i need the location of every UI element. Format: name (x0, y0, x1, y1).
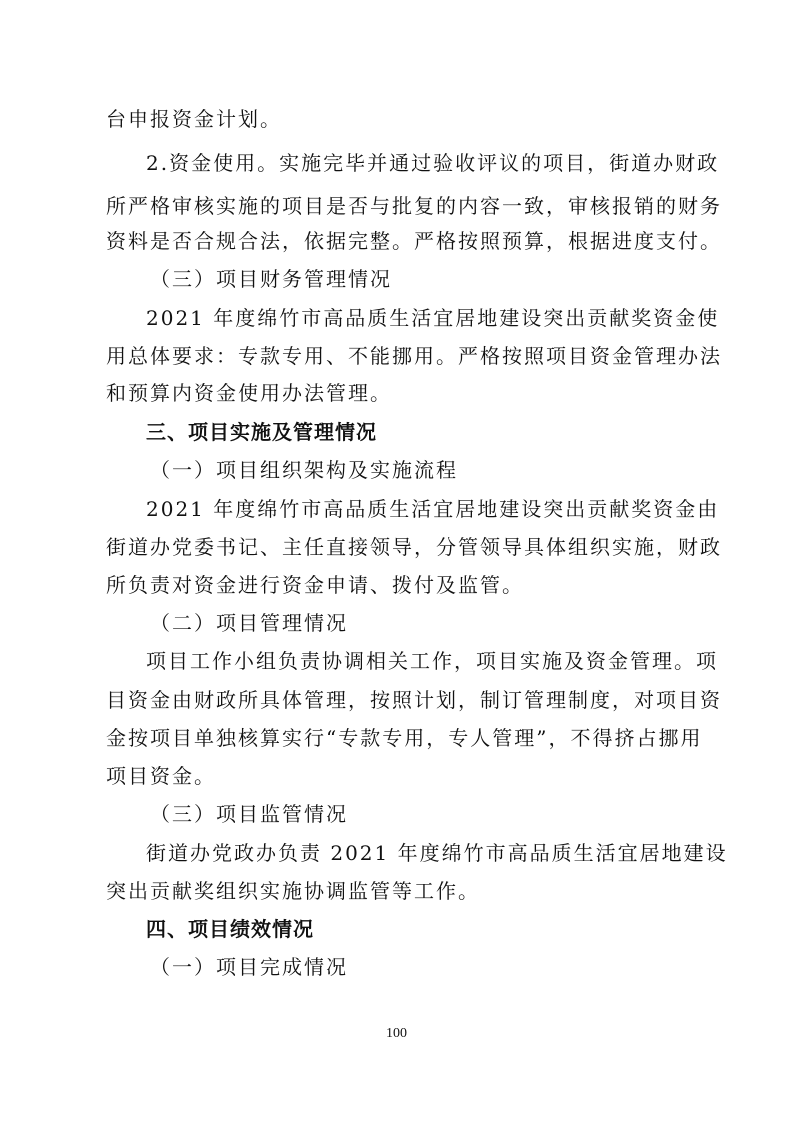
page-number: 100 (386, 1026, 407, 1041)
paragraph-line: 项目资金。 (106, 764, 216, 788)
paragraph-line: 街道办党政办负责 2021 年度绵竹市高品质生活宜居地建设 (146, 841, 728, 865)
paragraph-line: 和预算内资金使用办法管理。 (106, 381, 392, 405)
subsection-heading: （一）项目完成情况 (150, 955, 348, 979)
paragraph-line: 街道办党委书记、主任直接领导，分管领导具体组织实施，财政 (106, 535, 722, 559)
subsection-heading: （三）项目监管情况 (150, 802, 348, 826)
subsection-heading: （二）项目管理情况 (150, 611, 348, 635)
paragraph-line: 2021 年度绵竹市高品质生活宜居地建设突出贡献奖资金由 (146, 497, 720, 521)
paragraph-line: 所负责对资金进行资金申请、拨付及监管。 (106, 573, 524, 597)
paragraph-line: 金按项目单独核算实行“专款专用，专人管理”，不得挤占挪用 (106, 726, 703, 750)
paragraph-line: 所严格审核实施的项目是否与批复的内容一致，审核报销的财务 (106, 194, 722, 218)
paragraph-line: 2021 年度绵竹市高品质生活宜居地建设突出贡献奖资金使 (146, 306, 720, 330)
subsection-heading: （一）项目组织架构及实施流程 (150, 458, 458, 482)
subsection-heading: （三）项目财务管理情况 (150, 267, 392, 291)
section-heading: 三、项目实施及管理情况 (146, 420, 377, 444)
section-heading: 四、项目绩效情况 (146, 917, 314, 941)
paragraph-line: 突出贡献奖组织实施协调监管等工作。 (106, 879, 480, 903)
paragraph-line: 台申报资金计划。 (106, 107, 282, 131)
paragraph-line: 用总体要求：专款专用、不能挪用。严格按照项目资金管理办法 (106, 344, 722, 368)
paragraph-line: 资料是否合规合法，依据完整。严格按照预算，根据进度支付。 (106, 229, 722, 253)
paragraph-line: 2.资金使用。实施完毕并通过验收评议的项目，街道办财政 (146, 151, 720, 175)
paragraph-line: 目资金由财政所具体管理，按照计划，制订管理制度，对项目资 (106, 688, 722, 712)
paragraph-line: 项目工作小组负责协调相关工作，项目实施及资金管理。项 (146, 649, 718, 673)
